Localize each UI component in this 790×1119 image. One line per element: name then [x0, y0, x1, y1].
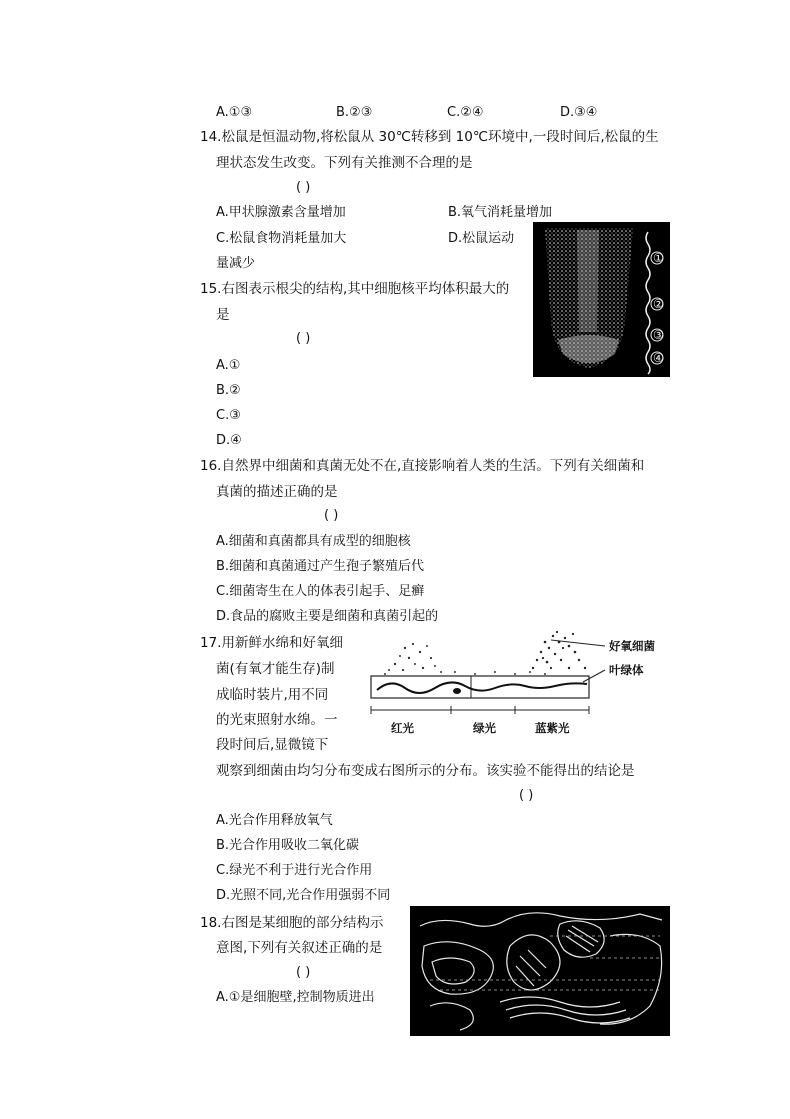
q16-option-d: D.食品的腐败主要是细菌和真菌引起的 [216, 609, 439, 624]
q16-option-c: C.细菌寄生在人的体表引起手、足癣 [216, 584, 425, 599]
cell-structure-figure [410, 906, 670, 1036]
q17-option-d: D.光照不同,光合作用强弱不同 [216, 888, 391, 903]
q14-answer-paren: ( ) [296, 180, 311, 195]
q13-option-d: D.③④ [560, 105, 598, 120]
q14-option-d: D.松鼠运动 [448, 231, 515, 246]
q17-option-c: C.绿光不利于进行光合作用 [216, 863, 373, 878]
root-tip-label-2: ② [653, 297, 664, 311]
q14-option-c: C.松鼠食物消耗量加大 [216, 231, 347, 246]
q17-stem-line5: 段时间后,显微镜下 [216, 737, 329, 753]
q13-option-c: C.②④ [447, 105, 484, 120]
q17-option-a: A.光合作用释放氧气 [216, 813, 333, 828]
spirogyra-figure [365, 628, 680, 738]
root-tip-label-1: ① [653, 251, 664, 265]
q16-stem-line2: 真菌的描述正确的是 [216, 484, 338, 500]
q15-option-b: B.② [216, 383, 241, 398]
q13-option-a: A.①③ [216, 105, 253, 120]
bacteria-dots-green [514, 671, 546, 675]
q18-stem-line2: 意图,下列有关叙述正确的是 [216, 940, 383, 956]
label-green-light: 绿光 [473, 721, 496, 735]
q14-option-b: B.氧气消耗量增加 [448, 205, 553, 220]
root-tip-label-4: ④ [653, 351, 664, 365]
q18-stem-line1: 18.右图是某细胞的部分结构示 [200, 915, 384, 931]
q14-stem-line2: 理状态发生改变。下列有关推测不合理的是 [216, 155, 473, 171]
q14-stem-line1: 14.松鼠是恒温动物,将松鼠从 30℃转移到 10℃环境中,一段时间后,松鼠的生 [200, 129, 659, 145]
bacteria-dots-blue [532, 631, 586, 669]
q14-option-d-continued: 量减少 [216, 256, 256, 271]
label-chloroplast: 叶绿体 [609, 663, 644, 677]
q18-option-a: A.①是细胞壁,控制物质进出 [216, 990, 375, 1005]
q18-answer-paren: ( ) [296, 965, 311, 980]
q16-option-b: B.细菌和真菌通过产生孢子繁殖后代 [216, 559, 425, 574]
q15-option-d: D.④ [216, 433, 242, 448]
label-blue-violet-light: 蓝紫光 [535, 721, 570, 735]
q15-option-c: C.③ [216, 408, 241, 423]
q17-stem-line6: 观察到细菌由均匀分布变成右图所示的分布。该实验不能得出的结论是 [216, 763, 635, 779]
q15-stem-line1: 15.右图表示根尖的结构,其中细胞核平均体积最大的 [200, 281, 510, 297]
bacteria-dots-red [384, 643, 496, 675]
q15-stem-line2: 是 [216, 307, 230, 323]
q14-option-a: A.甲状腺激素含量增加 [216, 205, 346, 220]
root-tip-label-3: ③ [653, 328, 664, 342]
q17-stem-line3: 成临时装片,用不同 [216, 687, 329, 703]
label-aerobic-bacteria: 好氧细菌 [609, 639, 655, 653]
q15-answer-paren: ( ) [296, 331, 311, 346]
q15-option-a: A.① [216, 358, 241, 373]
q13-option-b: B.②③ [336, 105, 373, 120]
q17-option-b: B.光合作用吸收二氧化碳 [216, 838, 360, 853]
q16-option-a: A.细菌和真菌都具有成型的细胞核 [216, 534, 411, 549]
root-tip-figure [533, 222, 670, 377]
q17-stem-line2: 菌(有氧才能生存)制 [216, 661, 335, 677]
q16-stem-line1: 16.自然界中细菌和真菌无处不在,直接影响着人类的生活。下列有关细菌和 [200, 458, 645, 474]
q17-stem-line4: 的光束照射水绵。一 [216, 712, 338, 728]
label-red-light: 红光 [391, 721, 414, 735]
q16-answer-paren: ( ) [324, 508, 339, 523]
q17-answer-paren: ( ) [519, 788, 534, 803]
q17-stem-line1: 17.用新鲜水绵和好氧细 [200, 635, 343, 651]
